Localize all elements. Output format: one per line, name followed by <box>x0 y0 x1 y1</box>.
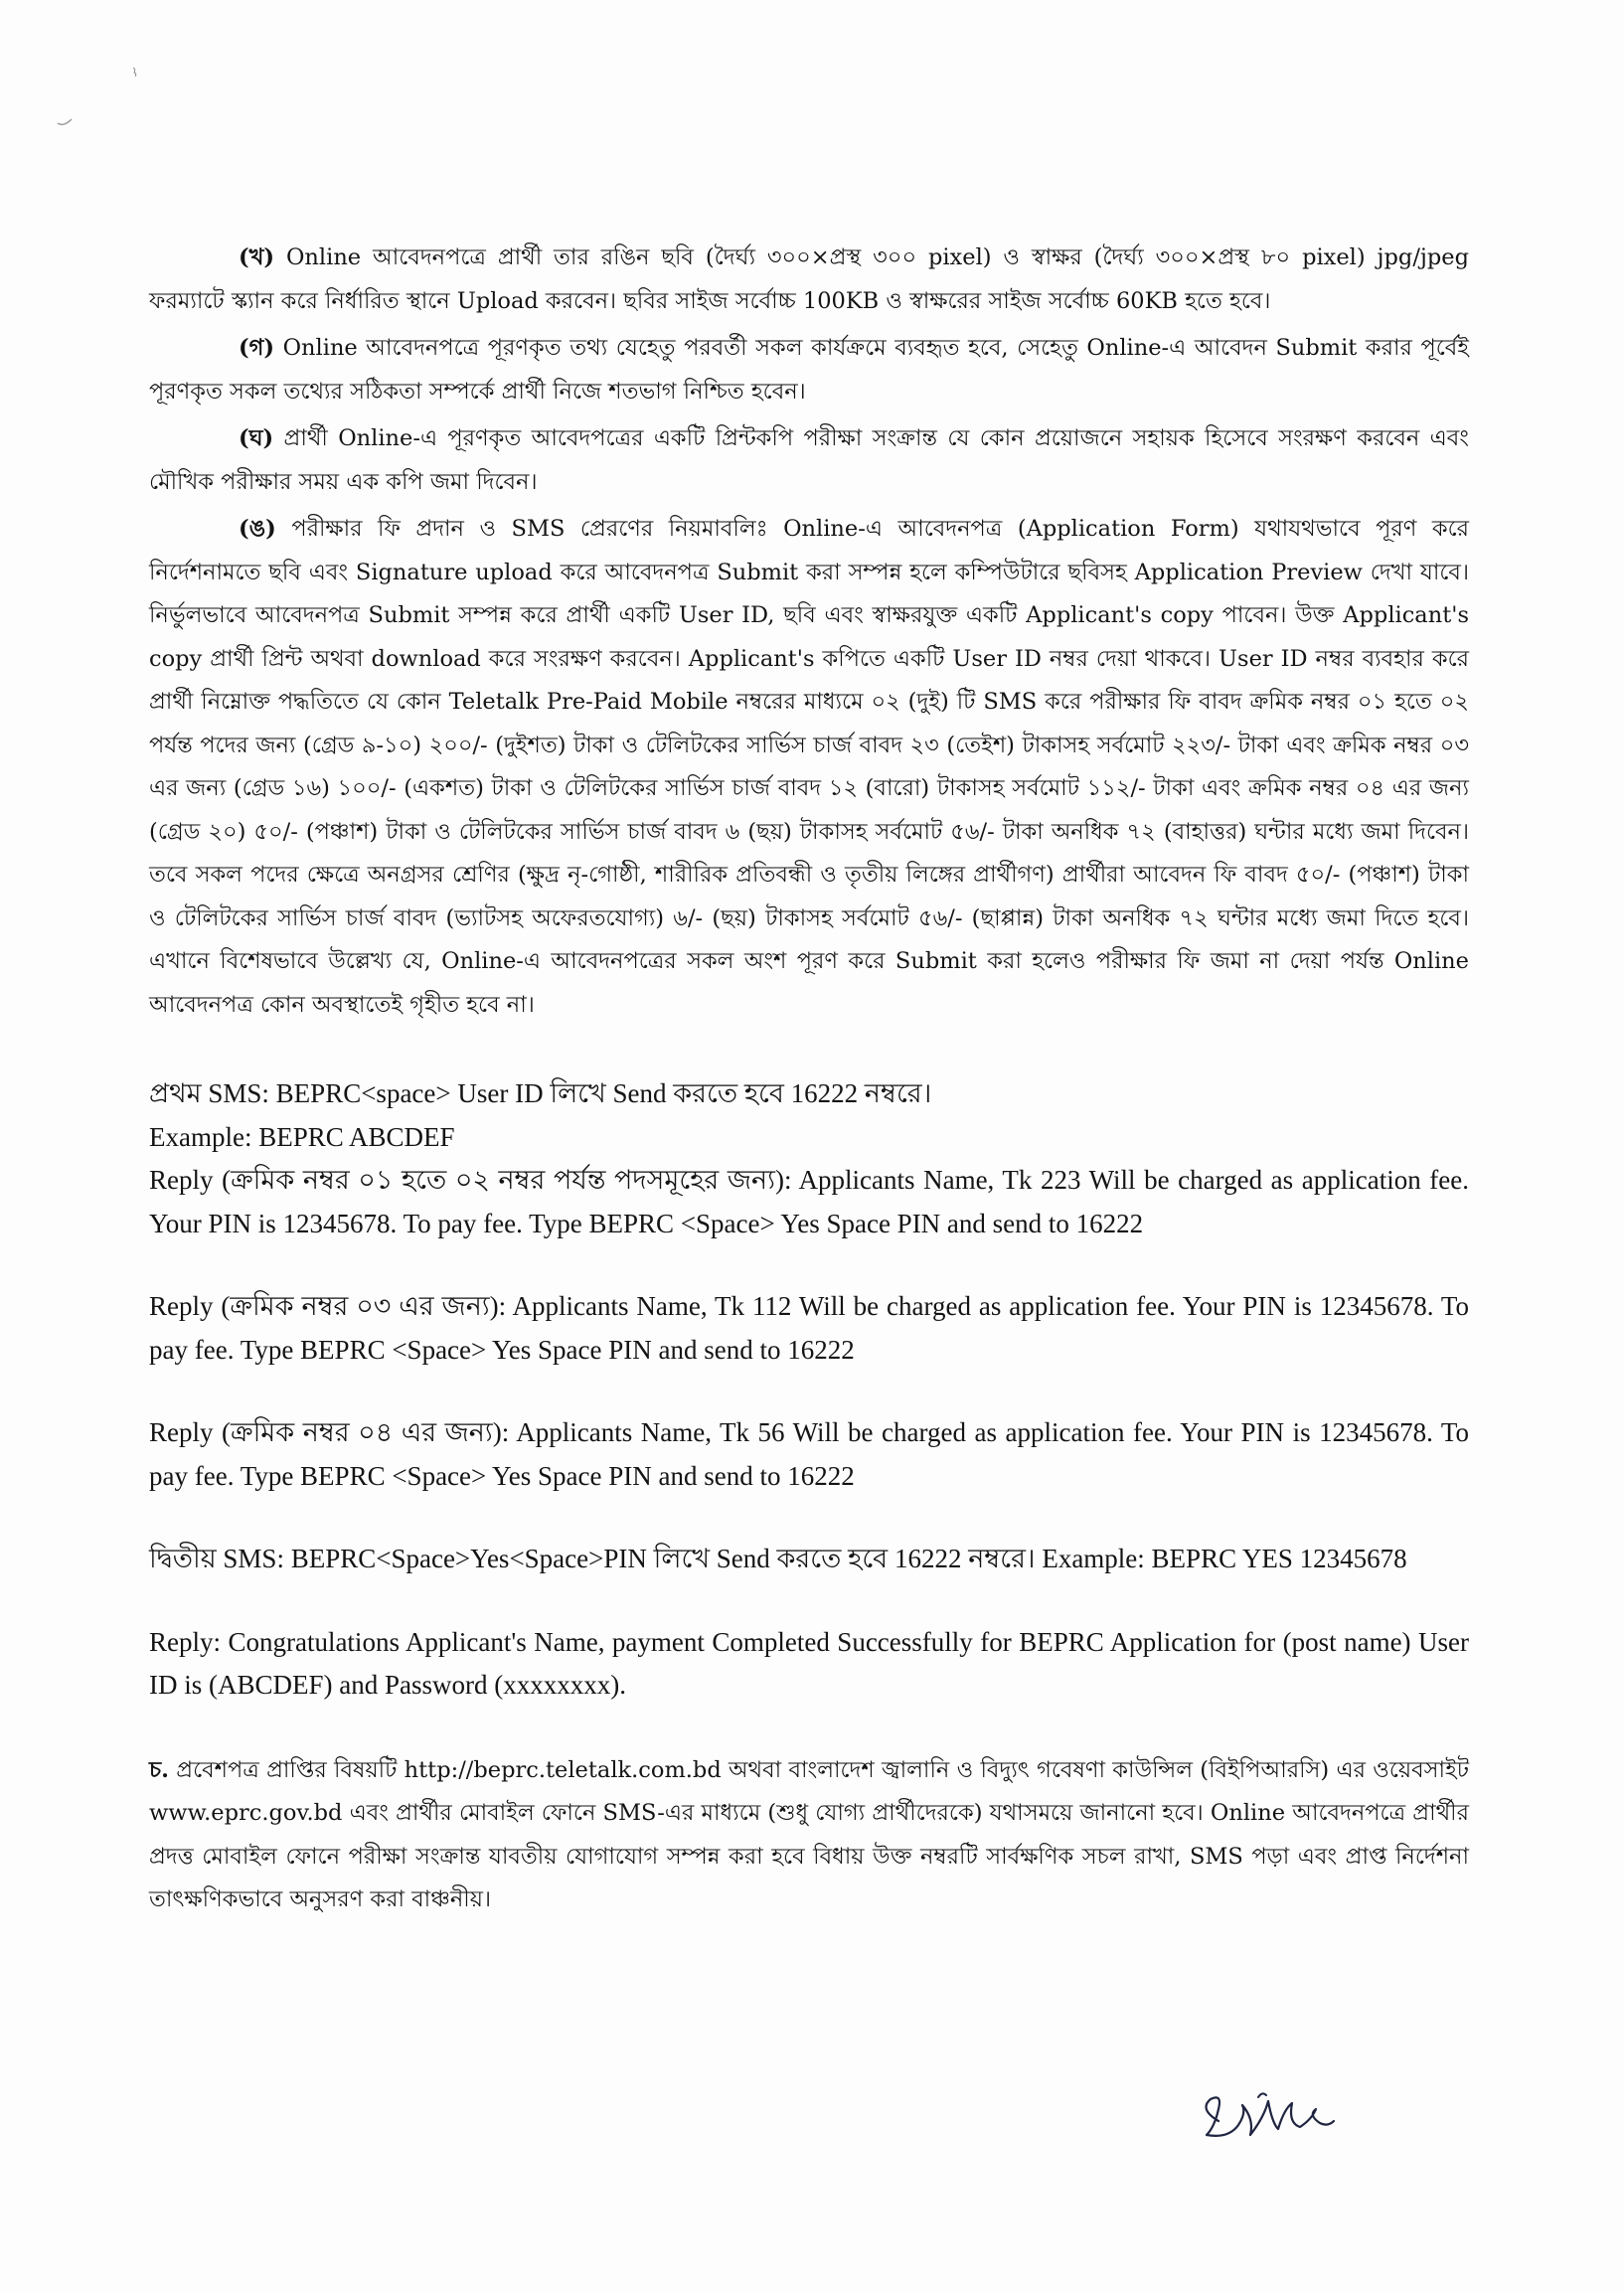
document-body <box>149 237 1469 1926</box>
paragraph-ga <box>149 327 1469 413</box>
first-sms-instruction: প্রথম SMS: BEPRC<space> User ID লিখে Send করতে হবে 16222 নম্বরে। <box>149 1078 932 1108</box>
paragraph-cha-text: প্রবেশপত্র প্রাপ্তির বিষয়টি http://beprc.teletalk.com.bd অথবা বাংলাদেশ জ্বালানি ও বিদ্যুৎ গবেষণা কাউন্সিল (বিইপিআরসি) এর ওয়েবসাইট www.eprc.gov.bd এবং প্রার্থীর মোবাইল ফোনে SMS-এর মাধ্যমে (শুধু যোগ্য প্রার্থীদেরকে) যথাসময়ে জানানো হবে। Online আবেদনপত্রে প্রার্থীর প্রদত্ত মোবাইল ফোনে পরীক্ষা সংক্রান্ত যাবতীয় যোগাযোগ সম্পন্ন করা হবে বিধায় উক্ত নম্বরটি সার্বক্ষণিক সচল রাখা, SMS পড়া এবং প্রাপ্ত নির্দেশনা তাৎক্ষণিকভাবে অনুসরণ করা বাঞ্চনীয়। <box>149 1756 1469 1912</box>
paragraph-kha-label: (খ) <box>239 245 275 270</box>
handwritten-signature <box>1189 2079 1338 2159</box>
paragraph-uma-text: পরীক্ষার ফি প্রদান ও SMS প্রেরণের নিয়মাবলিঃ Online-এ আবেদনপত্র (Application Form) যথাযথভাবে পূরণ করে নির্দেশনামতে ছবি এবং Signature upload করে আবেদনপত্র Submit করা সম্পন্ন হলে কম্পিউটারে ছবিসহ Application Preview দেখা যাবে। নির্ভুলভাবে আবেদনপত্র Submit সম্পন্ন করে প্রার্থী একটি User ID, ছবি এবং স্বাক্ষরযুক্ত একটি Applicant's copy পাবেন। উক্ত Applicant's copy প্রার্থী প্রিন্ট অথবা download করে সংরক্ষণ করবেন। Applicant's কপিতে একটি User ID নম্বর দেয়া থাকবে। User ID নম্বর ব্যবহার করে প্রার্থী নিম্নোক্ত পদ্ধতিতে যে কোন Teletalk Pre-Paid Mobile নম্বরের মাধ্যমে ০২ (দুই) টি SMS করে পরীক্ষার ফি বাবদ ক্রমিক নম্বর ০১ হতে ০২ পর্যন্ত পদের জন্য (গ্রেড ৯-১০) ২০০/- (দুইশত) টাকা ও টেলিটকের সার্ভিস চার্জ বাবদ ২৩ (তেইশ) টাকাসহ সর্বমোট ২২৩/- টাকা এবং ক্রমিক নম্বর ০৩ এর জন্য (গ্রেড ১৬) ১০০/- (একশত) টাকা ও টেলিটকের সার্ভিস চার্জ বাবদ ১২ (বারো) টাকাসহ সর্বমোট ১১২/- টাকা এবং ক্রমিক নম্বর ০৪ এর জন্য (গ্রেড ২০) ৫০/- (পঞ্চাশ) টাকা ও টেলিটকের সার্ভিস চার্জ বাবদ ৬ (ছয়) টাকাসহ সর্বমোট ৫৬/- টাকা অনধিক ৭২ (বাহাত্তর) ঘন্টার মধ্যে জমা দিবেন। তবে সকল পদের ক্ষেত্রে অনগ্রসর শ্রেণির (ক্ষুদ্র নৃ-গোষ্ঠী, শারীরিক প্রতিবন্ধী ও তৃতীয় লিঙ্গের প্রার্থীগণ) প্রার্থীরা আবেদন ফি বাবদ ৫০/- (পঞ্চাশ) টাকা ও টেলিটকের সার্ভিস চার্জ বাবদ (ভ্যাটসহ অফেরতযোগ্য) ৬/- (ছয়) টাকাসহ সর্বমোট ৫৬/- (ছাপ্পান্ন) টাকা অনধিক ৭২ ঘন্টার মধ্যে জমা দিতে হবে। এখানে বিশেষভাবে উল্লেখ্য যে, Online-এ আবেদনপত্রের সকল অংশ পূরণ করে Submit করা হলেও পরীক্ষার ফি জমা না দেয়া পর্যন্ত Online আবেদনপত্র কোন অবস্থাতেই গৃহীত হবে না। <box>149 516 1470 1018</box>
reply-serial-04: Reply (ক্রমিক নম্বর ০৪ এর জন্য): Applicants Name, Tk 56 Will be charged as application fee. Your PIN is 12345678. To pay fee. Type BEPRC <Space> Yes Space PIN and send to 16222 <box>149 1417 1469 1491</box>
paragraph-cha-label: চ. <box>149 1756 169 1783</box>
paragraph-kha <box>149 237 1469 323</box>
scan-speck-mark <box>131 66 141 78</box>
paragraph-uma-label: (ঙ) <box>239 516 276 542</box>
scan-edge-mark <box>56 111 76 131</box>
final-reply: Reply: Congratulations Applicant's Name, payment Completed Successfully for BEPRC Application for (post name) User ID is (ABCDEF) and Password (xxxxxxxx). <box>149 1626 1469 1700</box>
second-sms-instruction: দ্বিতীয় SMS: BEPRC<Space>Yes<Space>PIN লিখে Send করতে হবে 16222 নম্বরে। Example: BEPRC YES 12345678 <box>149 1544 1407 1573</box>
reply-serial-01-02: Reply (ক্রমিক নম্বর ০১ হতে ০২ নম্বর পর্যন্ত পদসমূহের জন্য): Applicants Name, Tk 223 Will be charged as application fee. Your PIN is 12345678. To pay fee. Type BEPRC <Space> Yes Space PIN and send to 16222 <box>149 1165 1469 1238</box>
paragraph-gha-text: প্রার্থী Online-এ পূরণকৃত আবেদপত্রের একটি প্রিন্টকপি পরীক্ষা সংক্রান্ত যে কোন প্রয়োজনে সহায়ক হিসেবে সংরক্ষণ করবেন এবং মৌখিক পরীক্ষার সময় এক কপি জমা দিবেন। <box>149 425 1469 495</box>
reply-serial-03: Reply (ক্রমিক নম্বর ০৩ এর জন্য): Applicants Name, Tk 112 Will be charged as application fee. Your PIN is 12345678. To pay fee. Type BEPRC <Space> Yes Space PIN and send to 16222 <box>149 1291 1469 1365</box>
paragraph-gha <box>149 417 1469 504</box>
paragraph-ga-text: Online আবেদনপত্রে পূরণকৃত তথ্য যেহেতু পরবর্তী সকল কার্যক্রমে ব্যবহৃত হবে, সেহেতু Online-এ আবেদন Submit করার পূর্বেই পূরণকৃত সকল তথ্যের সঠিকতা সম্পর্কে প্রার্থী নিজে শতভাগ নিশ্চিত হবেন। <box>149 335 1469 405</box>
paragraph-kha-text: Online আবেদনপত্রে প্রার্থী তার রঙিন ছবি (দৈর্ঘ্য ৩০০×প্রস্থ ৩০০ pixel) ও স্বাক্ষর (দৈর্ঘ্য ৩০০×প্রস্থ ৮০ pixel) jpg/jpeg ফরম্যাটে স্ক্যান করে নির্ধারিত স্থানে Upload করবেন। ছবির সাইজ সর্বোচ্চ 100KB ও স্বাক্ষরের সাইজ সর্বোচ্চ 60KB হতে হবে। <box>149 245 1470 314</box>
paragraph-gha-label: (ঘ) <box>239 425 274 451</box>
paragraph-ga-label: (গ) <box>239 335 275 361</box>
paragraph-uma <box>149 508 1469 1027</box>
first-sms-example: Example: BEPRC ABCDEF <box>149 1121 455 1152</box>
paragraph-cha <box>149 1749 1469 1922</box>
